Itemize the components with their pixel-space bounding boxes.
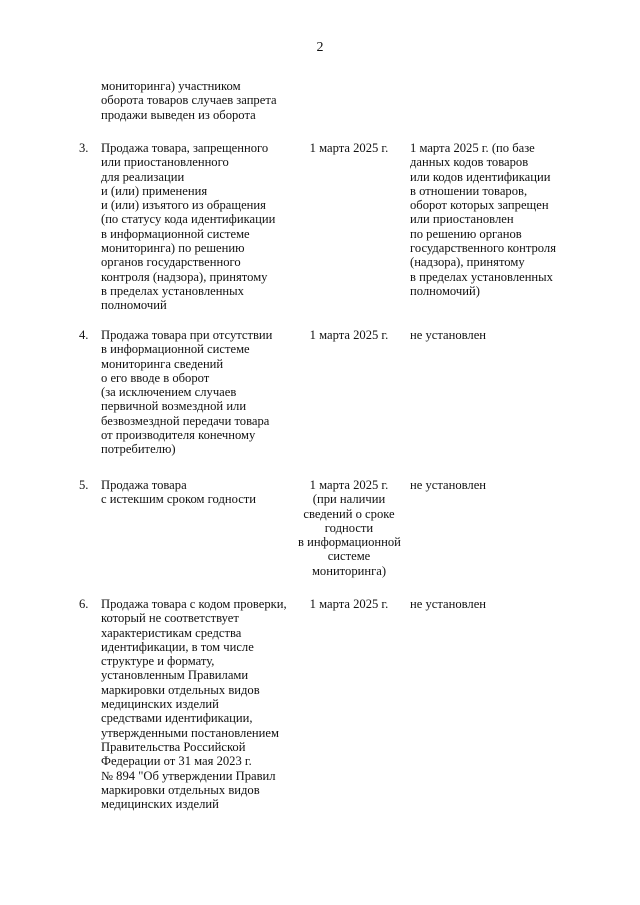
text-line: или кодов идентификации xyxy=(410,169,551,184)
text-line: в отношении товаров, xyxy=(410,183,528,198)
text-line: о его вводе в оборот xyxy=(101,370,210,385)
text-line: оборот которых запрещен xyxy=(410,198,549,213)
text-line: утвержденными постановлением xyxy=(101,725,279,740)
description-cell xyxy=(101,328,301,457)
text-line: средствами идентификации, xyxy=(101,711,253,726)
text-line: в пределах установленных xyxy=(101,283,244,298)
text-line: от производителя конечному xyxy=(101,428,256,443)
text-line: и (или) применения xyxy=(101,183,208,198)
description-cell xyxy=(101,597,301,811)
text-line: Правительства Российской xyxy=(101,739,246,754)
text-line: Федерации от 31 мая 2023 г. xyxy=(101,754,252,769)
description-cell xyxy=(101,141,301,313)
text-line: Продажа товара с кодом проверки, xyxy=(101,597,287,611)
text-line: для реализации xyxy=(101,169,185,184)
text-line: в информационной системе xyxy=(101,226,250,241)
text-line: годности xyxy=(324,520,374,535)
text-line: Продажа товара xyxy=(101,478,187,492)
text-line: мониторинга) участником xyxy=(101,79,241,93)
row-number: 6. xyxy=(79,597,89,611)
text-line: органов государственного xyxy=(101,255,241,270)
text-line: с истекшим сроком годности xyxy=(101,492,257,507)
text-line: и (или) изъятого из обращения xyxy=(101,198,266,213)
text-line: не установлен xyxy=(410,328,487,342)
text-line: маркировки отдельных видов xyxy=(101,782,260,797)
text-line: № 894 "Об утверждении Правил xyxy=(101,768,276,783)
text-line: мониторинга сведений xyxy=(101,356,224,371)
text-line: 1 марта 2025 г. xyxy=(309,328,389,342)
date-cell xyxy=(298,597,400,611)
text-line: оборота товаров случаев запрета xyxy=(101,93,277,108)
text-line: данных кодов товаров xyxy=(410,155,529,170)
text-line: медицинских изделий xyxy=(101,797,219,812)
text-line: не установлен xyxy=(410,597,487,611)
row-number: 4. xyxy=(79,328,89,342)
text-line: потребителю) xyxy=(101,442,176,457)
date-cell xyxy=(298,328,400,342)
text-line: безвозмездной передачи товара xyxy=(101,413,270,428)
text-line: 1 марта 2025 г. xyxy=(309,478,389,492)
text-line: 1 марта 2025 г. xyxy=(309,141,389,155)
text-line: в информационной системе xyxy=(101,342,250,357)
text-line: (за исключением случаев xyxy=(101,385,237,400)
text-line: мониторинга) по решению xyxy=(101,241,245,256)
text-line: медицинских изделий xyxy=(101,697,219,712)
text-line: (по статусу кода идентификации xyxy=(101,212,276,227)
note-cell xyxy=(410,141,580,298)
text-line: Продажа товара, запрещенного xyxy=(101,141,269,155)
text-line: установленным Правилами xyxy=(101,668,249,683)
text-line: продажи выведен из оборота xyxy=(101,107,256,122)
text-line: контроля (надзора), принятому xyxy=(101,269,268,284)
text-line: первичной возмездной или xyxy=(101,399,247,414)
text-line: не установлен xyxy=(410,478,487,492)
text-line: в пределах установленных xyxy=(410,269,553,284)
text-line: или приостановлен xyxy=(410,212,514,227)
text-line: полномочий xyxy=(101,298,167,313)
row-number: 5. xyxy=(79,478,89,492)
text-line: в информационной xyxy=(298,535,401,550)
text-line: Продажа товара при отсутствии xyxy=(101,328,273,342)
date-cell xyxy=(298,478,400,578)
text-line: структуре и формату, xyxy=(101,654,215,669)
text-line: (надзора), принятому xyxy=(410,255,525,270)
note-cell xyxy=(410,328,580,342)
description-cell xyxy=(101,79,301,122)
text-line: системе xyxy=(327,549,371,564)
date-cell xyxy=(298,141,400,155)
text-line: 1 марта 2025 г. (по базе xyxy=(410,141,535,155)
text-line: идентификации, в том числе xyxy=(101,639,254,654)
text-line: маркировки отдельных видов xyxy=(101,682,260,697)
text-line: по решению органов xyxy=(410,226,522,241)
text-line: или приостановленного xyxy=(101,155,229,170)
text-line: сведений о сроке xyxy=(303,506,395,521)
note-cell xyxy=(410,478,580,492)
description-cell xyxy=(101,478,301,507)
note-cell xyxy=(410,597,580,611)
row-number: 3. xyxy=(79,141,89,155)
text-line: (при наличии xyxy=(312,492,386,507)
text-line: характеристикам средства xyxy=(101,625,242,640)
page-number: 2 xyxy=(316,40,324,55)
text-line: мониторинга) xyxy=(311,563,387,578)
text-line: который не соответствует xyxy=(101,611,239,626)
text-line: полномочий) xyxy=(410,283,480,298)
text-line: 1 марта 2025 г. xyxy=(309,597,389,611)
text-line: государственного контроля xyxy=(410,241,556,256)
